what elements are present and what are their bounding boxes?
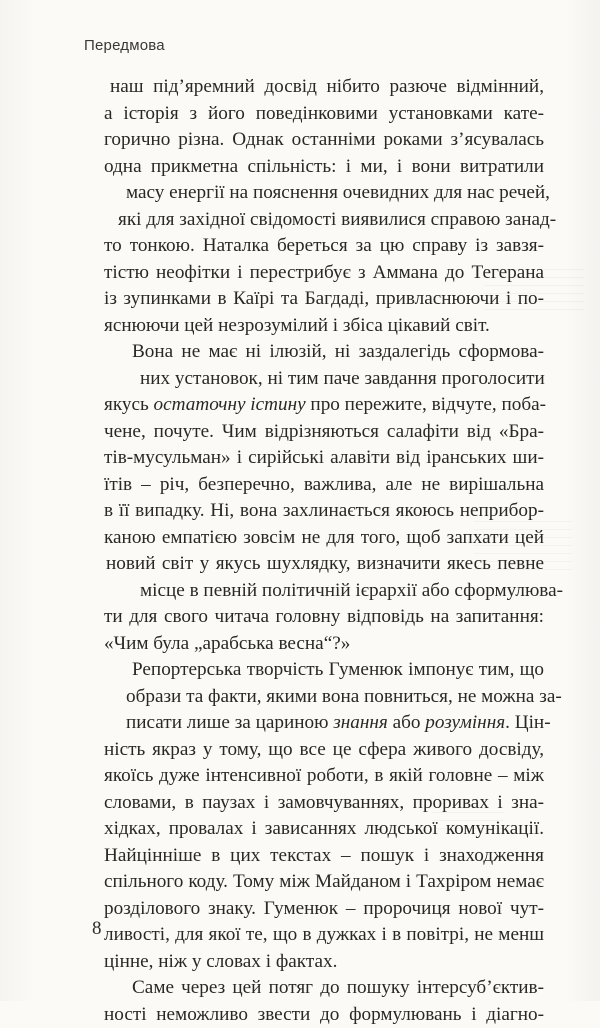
text-line: Репортерська творчість Гуменюк імпонує тим, що <box>104 657 544 684</box>
text-line: одна прикметна спільність: і ми, і вони витратили <box>104 154 544 181</box>
text-line: то тонкою. Наталка береться за цю справу із завзя- <box>104 233 544 260</box>
text-line: «Чим була „арабська весна“?» <box>104 631 544 658</box>
text-line: тів-мусульман» і сирійські алавіти від іранських ши- <box>104 445 544 472</box>
text-line: яснюючи цей незрозумілий і збіса цікавий світ. <box>104 313 544 340</box>
text-line: словами, в паузах і замовчуваннях, проривах і зна- <box>104 790 544 817</box>
text-run: . Цін- <box>505 712 550 733</box>
text-line: тістю неофітки і перестрибує з Аммана до Тегерана <box>104 260 544 287</box>
text-line: їтів – річ, безперечно, важлива, але не вирішальна <box>104 472 544 499</box>
text-line <box>104 710 544 737</box>
italic-word: розуміння <box>425 712 505 733</box>
text-line: які для західної свідомості виявилися справою занад- <box>104 207 544 234</box>
italic-word: знання <box>333 712 388 733</box>
text-run: про пережите, відчуте, поба- <box>306 394 546 415</box>
text-line: хідках, провалах і зависаннях людської комунікації. <box>104 816 544 843</box>
text-line: цінне, ніж у словах і фактах. <box>104 949 544 976</box>
text-line: новий світ у якусь шухлядку, визначити якесь певне <box>104 551 544 578</box>
text-line: горично різна. Однак останніми роками з’ясувалась <box>104 127 544 154</box>
text-line: розділового знаку. Гуменюк – пророчиця нової чут- <box>104 896 544 923</box>
page-number: 8 <box>92 918 102 940</box>
text-line: а історія з його поведінковими установками кате- <box>104 101 544 128</box>
text-line: чене, почуте. Чим відрізняються салафіти від «Бра- <box>104 419 544 446</box>
text-line: із зупинками в Каїрі та Багдаді, привласнюючи і по- <box>104 286 544 313</box>
text-line: ливості, для якої те, що в дужках і в повітрі, не менш <box>104 922 544 949</box>
text-line: ти для свого читача головну відповідь на запитання: <box>104 604 544 631</box>
text-line: них установок, ні тим паче завдання проголосити <box>104 366 544 393</box>
text-run: якусь <box>104 394 154 415</box>
text-line: ності неможливо звести до формулювань і діагно- <box>104 1002 544 1028</box>
italic-phrase: остаточну істину <box>154 394 306 415</box>
text-line: наш під’яремний досвід нібито разюче відмінний, <box>104 74 544 101</box>
text-line: в її випадку. Ні, вона захлинається якоюсь неприбор- <box>104 498 544 525</box>
text-line: місце в певній політичній ієрархії або сформулюва- <box>104 578 544 605</box>
text-line: Найцінніше в цих текстах – пошук і знаходження <box>104 843 544 870</box>
text-line: масу енергії на пояснення очевидних для нас речей, <box>104 180 544 207</box>
text-run: писати лише за цариною <box>126 712 333 733</box>
text-line: каною емпатією зовсім не для того, щоб запхати цей <box>104 525 544 552</box>
text-line: образи та факти, якими вона повниться, не можна за- <box>104 684 544 711</box>
text-line: Саме через цей потяг до пошуку інтерсуб’єктив- <box>104 975 544 1002</box>
running-head: Передмова <box>84 37 165 54</box>
text-line: спільного коду. Тому між Майданом і Тахріром немає <box>104 869 544 896</box>
text-line: ність якраз у тому, що все це сфера живого досвіду, <box>104 737 544 764</box>
text-line: якоїсь дуже інтенсивної роботи, в якій головне – між <box>104 763 544 790</box>
text-run: або <box>388 712 425 733</box>
text-line: Вона не має ні ілюзій, ні заздалегідь сформова- <box>104 339 544 366</box>
text-line <box>104 392 544 419</box>
body-text <box>104 74 544 1028</box>
